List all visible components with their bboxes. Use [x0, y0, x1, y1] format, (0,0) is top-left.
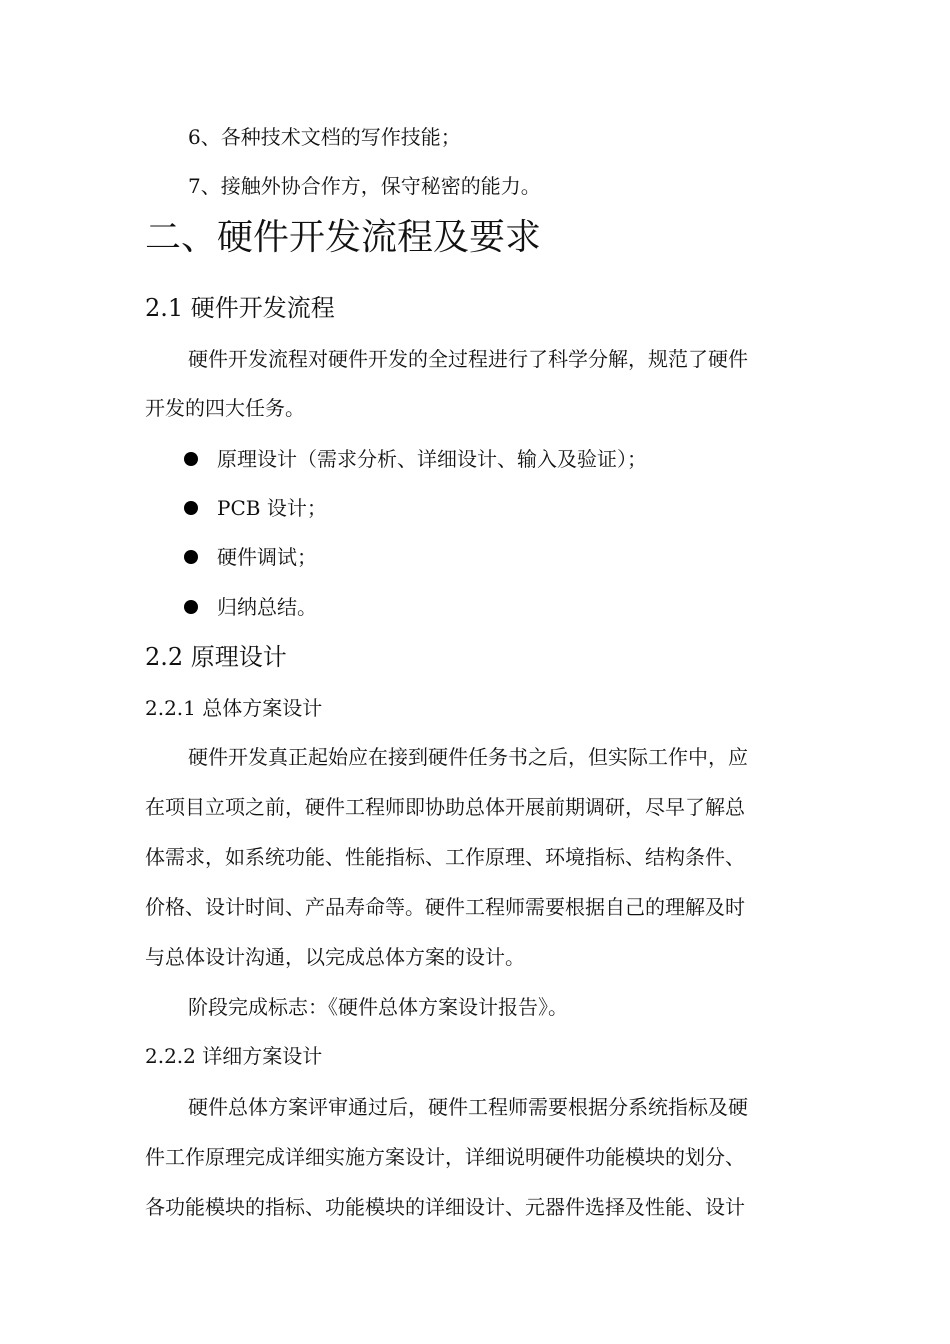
- bullet-item: PCB 设计；: [217, 496, 327, 520]
- bullet-icon: [184, 501, 198, 515]
- paragraph-line: 价格、设计时间、产品寿命等。硬件工程师需要根据自己的理解及时: [145, 895, 745, 919]
- paragraph-line: 开发的四大任务。: [145, 396, 305, 420]
- bullet-icon: [184, 452, 198, 466]
- paragraph-line: 阶段完成标志：《硬件总体方案设计报告》。: [188, 995, 568, 1019]
- paragraph-line: 件工作原理完成详细实施方案设计，详细说明硬件功能模块的划分、: [145, 1145, 745, 1169]
- list-item-6: 6、各种技术文档的写作技能；: [188, 125, 461, 149]
- heading-2-1: 2.1 硬件开发流程: [145, 294, 335, 322]
- heading-2-2-2: 2.2.2 详细方案设计: [145, 1044, 323, 1068]
- section-heading-2: 二、硬件开发流程及要求: [145, 217, 542, 258]
- paragraph-line: 硬件开发真正起始应在接到硬件任务书之后，但实际工作中，应: [188, 745, 748, 769]
- paragraph-line: 硬件开发流程对硬件开发的全过程进行了科学分解，规范了硬件: [188, 347, 748, 371]
- heading-2-2-1: 2.2.1 总体方案设计: [145, 696, 323, 720]
- heading-2-2: 2.2 原理设计: [145, 643, 287, 671]
- paragraph-line: 在项目立项之前，硬件工程师即协助总体开展前期调研，尽早了解总: [145, 795, 745, 819]
- paragraph-line: 体需求，如系统功能、性能指标、工作原理、环境指标、结构条件、: [145, 845, 745, 869]
- bullet-item: 原理设计（需求分析、详细设计、输入及验证）；: [217, 447, 647, 471]
- paragraph-line: 与总体设计沟通，以完成总体方案的设计。: [145, 945, 525, 969]
- list-item-7: 7、接触外协合作方，保守秘密的能力。: [188, 174, 541, 198]
- bullet-item: 硬件调试；: [217, 545, 317, 569]
- bullet-icon: [184, 600, 198, 614]
- paragraph-line: 各功能模块的指标、功能模块的详细设计、元器件选择及性能、设计: [145, 1195, 745, 1219]
- bullet-icon: [184, 550, 198, 564]
- bullet-item: 归纳总结。: [217, 595, 317, 619]
- paragraph-line: 硬件总体方案评审通过后，硬件工程师需要根据分系统指标及硬: [188, 1095, 748, 1119]
